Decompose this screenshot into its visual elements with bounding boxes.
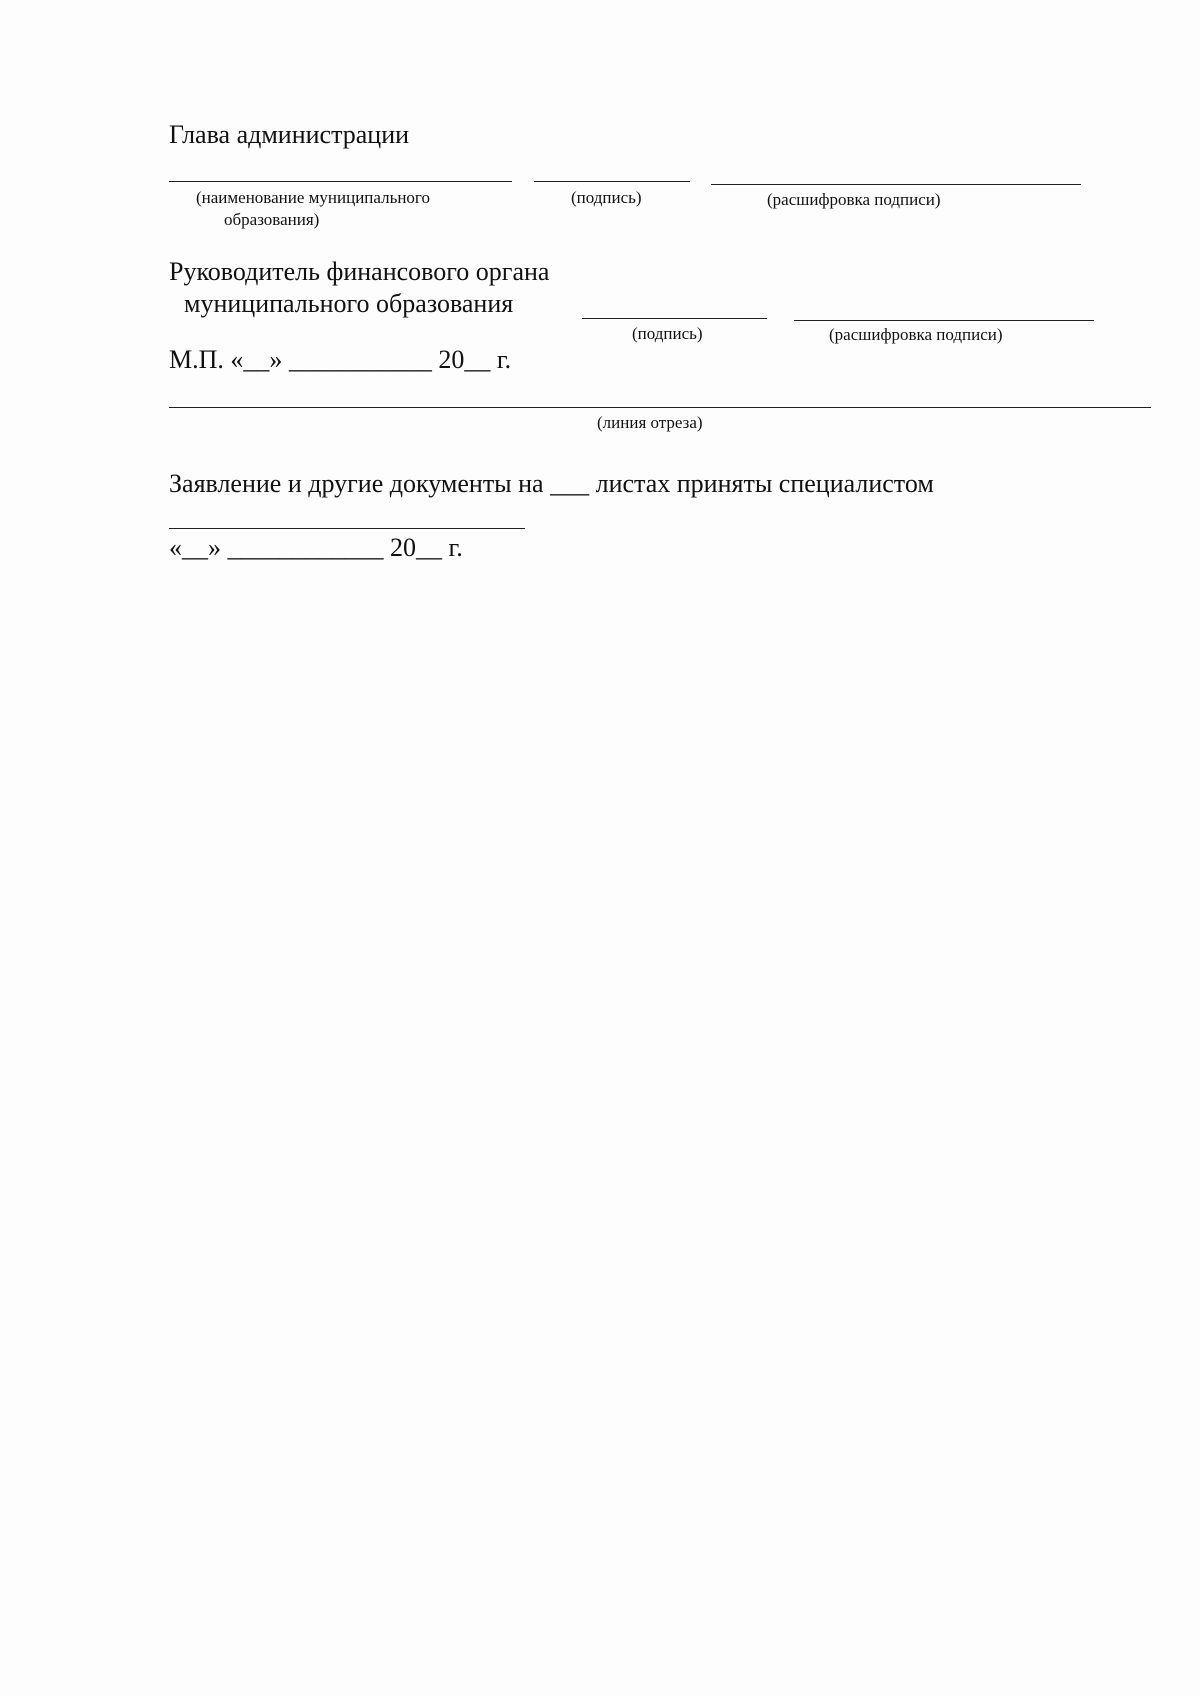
cut-line-caption: (линия отреза) xyxy=(597,413,703,432)
caption-municipality-line2: образования) xyxy=(224,210,320,229)
receipt-statement: Заявление и другие документы на ___ листах приняты специалистом xyxy=(169,469,934,498)
finance-head-title-line2: муниципального образования xyxy=(184,289,514,318)
head-of-administration-title: Глава администрации xyxy=(169,120,410,149)
caption-signature: (подпись) xyxy=(571,188,642,207)
cut-line xyxy=(169,407,1151,408)
finance-signature-decoding-line xyxy=(794,320,1094,321)
receipt-date: «__» ____________ 20__ г. xyxy=(169,533,463,562)
finance-head-title-line1: Руководитель финансового органа xyxy=(169,257,550,286)
finance-caption-signature-decoding: (расшифровка подписи) xyxy=(829,325,1003,344)
caption-signature-decoding: (расшифровка подписи) xyxy=(767,190,941,209)
finance-caption-signature: (подпись) xyxy=(632,324,703,343)
signature-line xyxy=(534,181,690,182)
municipality-name-line xyxy=(169,181,512,182)
specialist-name-line xyxy=(169,528,525,529)
signature-decoding-line xyxy=(711,184,1081,185)
caption-municipality-line1: (наименование муниципального xyxy=(196,188,430,207)
stamp-date-line: М.П. «__» ___________ 20__ г. xyxy=(169,345,512,374)
finance-signature-line xyxy=(582,318,767,319)
